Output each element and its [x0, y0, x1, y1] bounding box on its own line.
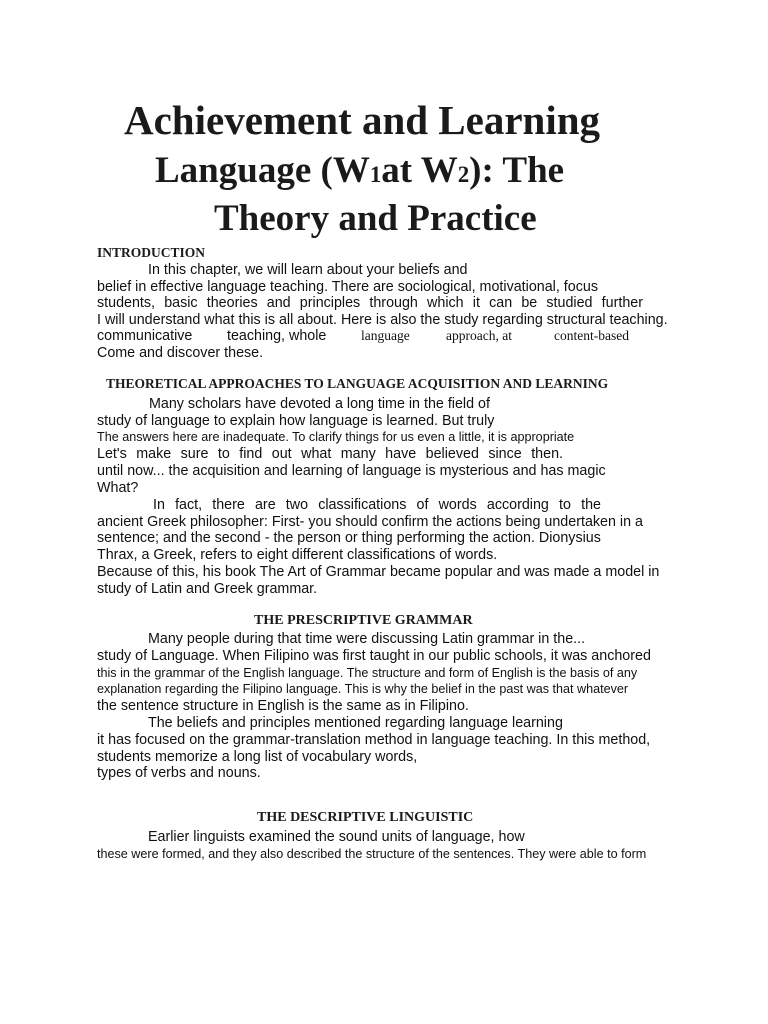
paragraph-line: the sentence structure in English is the same as in Filipino. [97, 698, 469, 714]
document-title-line-1: Achievement and Learning [124, 97, 601, 143]
paragraph-line: until now... the acquisition and learning of language is mysterious and has magic [97, 463, 606, 479]
paragraph-line: Because of this, his book The Art of Grammar became popular and was made a model in [97, 564, 660, 580]
paragraph-line: explanation regarding the Filipino language. This is why the belief in the past was that whatever [97, 682, 629, 696]
word: content-based [554, 328, 629, 343]
paragraph-line: ancient Greek philosopher: First- you should confirm the actions being undertaken in a [97, 514, 643, 530]
title-text: at W [381, 150, 458, 191]
paragraph-line: In this chapter, we will learn about your beliefs and [148, 262, 468, 278]
paragraph-line: study of Language. When Filipino was first taught in our public schools, it was anchored [97, 648, 651, 664]
word: communicative [97, 328, 193, 344]
paragraph-line: study of Latin and Greek grammar. [97, 581, 318, 597]
paragraph-line: it has focused on the grammar-translation method in language teaching. In this method, [97, 732, 651, 748]
paragraph-line: The answers here are inadequate. To clarify things for us even a little, it is appropriate [97, 430, 575, 444]
paragraph-line: students memorize a long list of vocabulary words, [97, 749, 418, 765]
paragraph-line: this in the grammar of the English language. The structure and form of English is the basis of any [97, 666, 638, 680]
word: approach, at [446, 328, 512, 343]
paragraph-line: In fact, there are two classifications of words according to the [153, 497, 601, 513]
prescriptive-heading: THE PRESCRIPTIVE GRAMMAR [254, 613, 473, 628]
paragraph-line: Earlier linguists examined the sound units of language, how [148, 829, 525, 845]
introduction-heading: INTRODUCTION [97, 245, 206, 260]
paragraph-line: sentence; and the second - the person or thing performing the action. Dionysius [97, 530, 601, 546]
title-text: ): The [469, 150, 565, 191]
theoretical-heading: THEORETICAL APPROACHES TO LANGUAGE ACQUISITION AND LEARNING [106, 376, 609, 391]
paragraph-line: What? [97, 480, 139, 496]
paragraph-line: types of verbs and nouns. [97, 765, 261, 781]
paragraph-line: Come and discover these. [97, 345, 264, 361]
paragraph-line: belief in effective language teaching. There are sociological, motivational, focus [97, 279, 598, 295]
title-subscript: 1 [369, 162, 382, 187]
word: teaching, whole [227, 328, 327, 344]
paragraph-line: Many people during that time were discussing Latin grammar in the... [148, 631, 586, 647]
paragraph-line: students, basic theories and principles through which it can be studied further [97, 295, 643, 311]
title-subscript: 2 [457, 162, 470, 187]
paragraph-line: The beliefs and principles mentioned regarding language learning [148, 715, 563, 731]
paragraph-line: study of language to explain how language is learned. But truly [97, 413, 495, 429]
paragraph-line: Let's make sure to find out what many have believed since then. [97, 446, 563, 462]
paragraph-line: Many scholars have devoted a long time in the field of [149, 396, 490, 412]
document-title-line-2 [155, 149, 768, 192]
word: language [361, 328, 410, 343]
descriptive-heading: THE DESCRIPTIVE LINGUISTIC [257, 810, 474, 825]
paragraph-line-spaced [97, 328, 637, 345]
paragraph-line: Thrax, a Greek, refers to eight different classifications of words. [97, 547, 498, 563]
paragraph-line: these were formed, and they also described the structure of the sentences. They were able to form [97, 847, 647, 861]
title-text: Language (W [155, 150, 370, 191]
document-title-line-3: Theory and Practice [214, 198, 537, 239]
paragraph-line: I will understand what this is all about. Here is also the study regarding structural teaching. [97, 312, 668, 328]
